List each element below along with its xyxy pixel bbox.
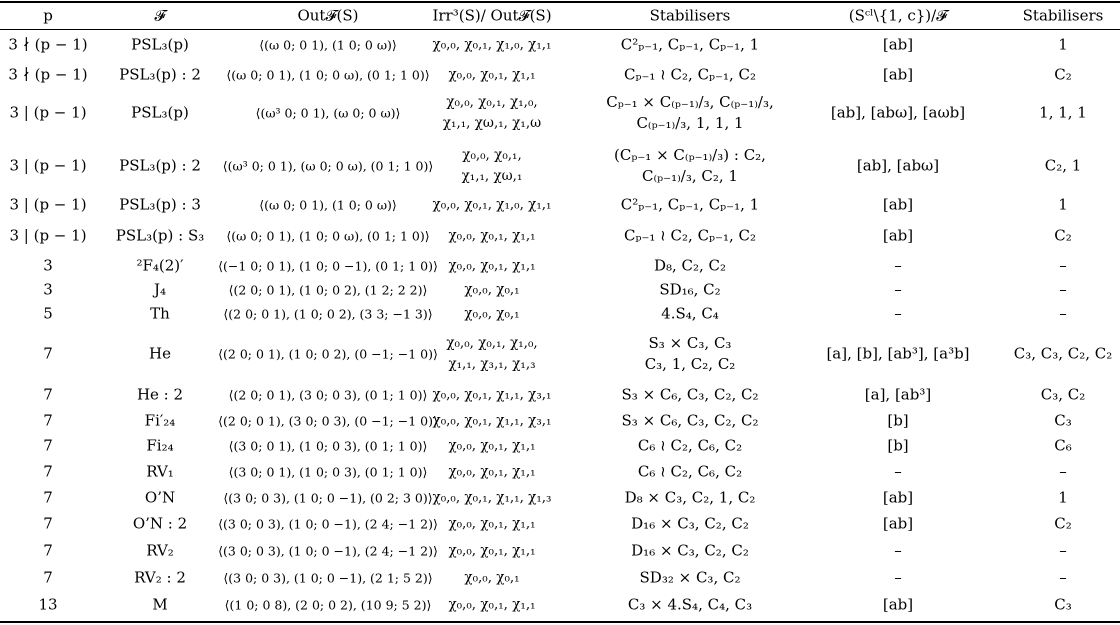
cell-col-out: ⟨(ω 0; 0 1), (1 0; 0 ω), (0 1; 1 0)⟩ xyxy=(226,67,430,83)
cell-col-orbit-stabilisers: 1 xyxy=(1058,195,1068,214)
cell-col-p: 7 xyxy=(43,344,53,363)
cell-col-orbits: [b] xyxy=(887,411,909,430)
header-col-orbits: (Sᶜˡ\{1, c})/𝓕 xyxy=(848,6,948,25)
cell-col-stabilisers: D₈ × C₃, C₂, 1, C₂ xyxy=(624,488,756,507)
cell-col-orbits: – xyxy=(894,541,902,560)
cell-col-p: 7 xyxy=(43,488,53,507)
cell-col-p: 3 xyxy=(43,280,53,299)
cell-col-out: ⟨(3 0; 0 3), (1 0; 0 −1), (0 2; 3 0)⟩ xyxy=(223,490,433,506)
cell-col-irr: χ₀,₀, χ₀,₁ xyxy=(464,281,520,298)
cell-col-fusion-system: ²F₄(2)′ xyxy=(136,256,184,275)
cell-col-orbit-stabilisers: 1 xyxy=(1058,488,1068,507)
cell-col-irr: χ₀,₀, χ₀,₁, χ₁,₀, χ₁,₁ xyxy=(432,36,552,53)
cell-col-p: 7 xyxy=(43,568,53,587)
header-col-orbit-stabilisers: Stabilisers xyxy=(1022,6,1104,25)
cell-col-stabilisers: (Cₚ₋₁ × C₍ₚ₋₁₎/₃) : C₂, C₍ₚ₋₁₎/₃, C₂, 1 xyxy=(614,146,766,185)
cell-col-stabilisers: S₃ × C₆, C₃, C₂, C₂ xyxy=(621,385,759,404)
header-rule xyxy=(0,29,1120,30)
cell-col-out: ⟨(ω³ 0; 0 1), (ω 0; 0 ω)⟩ xyxy=(255,105,401,121)
cell-col-orbits: – xyxy=(894,304,902,323)
cell-col-orbits: [ab], [abω], [aωb] xyxy=(830,103,966,122)
cell-col-stabilisers: C₃ × 4.S₄, C₄, C₃ xyxy=(627,595,753,614)
cell-col-orbits: [ab], [abω] xyxy=(856,156,940,175)
cell-col-stabilisers: S₃ × C₆, C₃, C₂, C₂ xyxy=(621,411,759,430)
cell-col-out: ⟨(ω 0; 0 1), (1 0; 0 ω)⟩ xyxy=(259,197,397,213)
header-col-fusion-system: 𝓕 xyxy=(154,6,166,25)
cell-col-fusion-system: PSL₃(p) xyxy=(131,35,189,54)
cell-col-irr: χ₀,₀, χ₀,₁, χ₁,₁ xyxy=(448,66,536,83)
cell-col-irr: χ₀,₀, χ₀,₁, χ₁,₀, χ₁,₁, χ₃,₁, χ₁,₃ xyxy=(446,335,538,372)
cell-col-stabilisers: S₃ × C₃, C₃ C₃, 1, C₂, C₂ xyxy=(644,334,736,373)
cell-col-p: 3 | (p − 1) xyxy=(9,226,87,245)
cell-col-irr: χ₀,₀, χ₀,₁, χ₁,₁ xyxy=(448,596,536,613)
cell-col-orbits: – xyxy=(894,280,902,299)
cell-col-out: ⟨(2 0; 0 1), (3 0; 0 3), (0 1; 1 0)⟩ xyxy=(228,387,428,403)
cell-col-fusion-system: PSL₃(p) : S₃ xyxy=(115,226,205,245)
cell-col-fusion-system: Th xyxy=(150,304,170,323)
cell-col-orbits: – xyxy=(894,568,902,587)
cell-col-orbit-stabilisers: C₂ xyxy=(1054,226,1072,245)
cell-col-orbits: [ab] xyxy=(882,595,914,614)
cell-col-stabilisers: SD₃₂ × C₃, C₂ xyxy=(639,568,741,587)
cell-col-p: 7 xyxy=(43,541,53,560)
cell-col-orbits: [ab] xyxy=(882,514,914,533)
cell-col-irr: χ₀,₀, χ₀,₁, χ₁,₁ xyxy=(448,463,536,480)
cell-col-fusion-system: PSL₃(p) : 2 xyxy=(119,156,201,175)
cell-col-irr: χ₀,₀, χ₀,₁, χ₁,₁, χ₃,₁ xyxy=(432,386,552,403)
cell-col-orbit-stabilisers: – xyxy=(1059,280,1067,299)
cell-col-out: ⟨(2 0; 0 1), (3 0; 0 3), (0 −1; −1 0)⟩ xyxy=(218,413,438,429)
cell-col-orbit-stabilisers: C₆ xyxy=(1054,436,1072,455)
cell-col-orbit-stabilisers: 1 xyxy=(1058,35,1068,54)
cell-col-p: 5 xyxy=(43,304,53,323)
cell-col-irr: χ₀,₀, χ₀,₁, χ₁,₀, χ₁,₁, χω,₁, χ₁,ω xyxy=(442,94,542,131)
cell-col-out: ⟨(2 0; 0 1), (1 0; 0 2), (0 −1; −1 0)⟩ xyxy=(218,346,438,362)
cell-col-out: ⟨(3 0; 0 1), (1 0; 0 3), (0 1; 1 0)⟩ xyxy=(228,438,428,454)
cell-col-orbits: [a], [ab³] xyxy=(864,385,932,404)
cell-col-stabilisers: C₆ ≀ C₂, C₆, C₂ xyxy=(637,436,743,455)
cell-col-orbit-stabilisers: 1, 1, 1 xyxy=(1039,103,1087,122)
cell-col-irr: χ₀,₀, χ₀,₁ xyxy=(464,305,520,322)
cell-col-irr: χ₀,₀, χ₀,₁, χ₁,₁, χω,₁ xyxy=(461,147,523,184)
cell-col-p: 3 | (p − 1) xyxy=(9,156,87,175)
cell-col-orbit-stabilisers: – xyxy=(1059,256,1067,275)
cell-col-orbit-stabilisers: C₃ xyxy=(1054,411,1072,430)
cell-col-irr: χ₀,₀, χ₀,₁, χ₁,₁ xyxy=(448,515,536,532)
cell-col-orbits: – xyxy=(894,256,902,275)
cell-col-irr: χ₀,₀, χ₀,₁, χ₁,₁ xyxy=(448,257,536,274)
cell-col-irr: χ₀,₀, χ₀,₁, χ₁,₁ xyxy=(448,437,536,454)
cell-col-stabilisers: SD₁₆, C₂ xyxy=(659,280,721,299)
cell-col-out: ⟨(3 0; 0 3), (1 0; 0 −1), (2 4; −1 2)⟩ xyxy=(218,516,438,532)
cell-col-orbit-stabilisers: – xyxy=(1059,462,1067,481)
cell-col-stabilisers: Cₚ₋₁ ≀ C₂, Cₚ₋₁, C₂ xyxy=(623,65,757,84)
cell-col-orbits: [a], [b], [ab³], [a³b] xyxy=(826,344,970,363)
cell-col-fusion-system: J₄ xyxy=(153,280,167,299)
cell-col-orbits: [ab] xyxy=(882,35,914,54)
cell-col-out: ⟨(ω 0; 0 1), (1 0; 0 ω)⟩ xyxy=(259,37,397,53)
header-col-out: Out𝓕(S) xyxy=(297,6,359,25)
cell-col-orbit-stabilisers: – xyxy=(1059,304,1067,323)
cell-col-fusion-system: M xyxy=(152,595,168,614)
cell-col-out: ⟨(3 0; 0 3), (1 0; 0 −1), (2 4; −1 2)⟩ xyxy=(218,543,438,559)
cell-col-fusion-system: O’N xyxy=(144,488,176,507)
cell-col-orbits: [ab] xyxy=(882,226,914,245)
cell-col-p: 3 ∤ (p − 1) xyxy=(8,35,88,54)
cell-col-p: 3 | (p − 1) xyxy=(9,103,87,122)
cell-col-out: ⟨(3 0; 0 3), (1 0; 0 −1), (2 1; 5 2)⟩ xyxy=(223,570,433,586)
cell-col-out: ⟨(3 0; 0 1), (1 0; 0 3), (0 1; 1 0)⟩ xyxy=(228,464,428,480)
cell-col-stabilisers: D₁₆ × C₃, C₂, C₂ xyxy=(631,541,749,560)
cell-col-p: 7 xyxy=(43,411,53,430)
cell-col-orbit-stabilisers: – xyxy=(1059,568,1067,587)
cell-col-p: 3 | (p − 1) xyxy=(9,195,87,214)
cell-col-orbits: – xyxy=(894,462,902,481)
cell-col-out: ⟨(1 0; 0 8), (2 0; 0 2), (10 9; 5 2)⟩ xyxy=(224,597,432,613)
cell-col-stabilisers: C₆ ≀ C₂, C₆, C₂ xyxy=(637,462,743,481)
cell-col-out: ⟨(ω 0; 0 1), (1 0; 0 ω), (0 1; 1 0)⟩ xyxy=(226,228,430,244)
cell-col-irr: χ₀,₀, χ₀,₁ xyxy=(464,569,520,586)
cell-col-orbits: [b] xyxy=(887,436,909,455)
cell-col-orbit-stabilisers: C₂ xyxy=(1054,514,1072,533)
cell-col-fusion-system: O’N : 2 xyxy=(132,514,188,533)
cell-col-irr: χ₀,₀, χ₀,₁, χ₁,₁ xyxy=(448,227,536,244)
header-col-irr: Irr³(S)/ Out𝓕(S) xyxy=(432,6,552,25)
cell-col-stabilisers: 4.S₄, C₄ xyxy=(661,304,719,323)
cell-col-orbits: [ab] xyxy=(882,488,914,507)
cell-col-irr: χ₀,₀, χ₀,₁, χ₁,₁, χ₃,₁ xyxy=(432,412,552,429)
cell-col-orbit-stabilisers: C₂ xyxy=(1054,65,1072,84)
cell-col-p: 7 xyxy=(43,462,53,481)
cell-col-stabilisers: C²ₚ₋₁, Cₚ₋₁, Cₚ₋₁, 1 xyxy=(620,195,760,214)
cell-col-fusion-system: Fi′₂₄ xyxy=(144,411,176,430)
cell-col-stabilisers: C²ₚ₋₁, Cₚ₋₁, Cₚ₋₁, 1 xyxy=(620,35,760,54)
cell-col-stabilisers: D₈, C₂, C₂ xyxy=(653,256,727,275)
cell-col-orbit-stabilisers: – xyxy=(1059,541,1067,560)
cell-col-fusion-system: He : 2 xyxy=(136,385,184,404)
header-col-stabilisers: Stabilisers xyxy=(649,6,731,25)
bottom-rule xyxy=(0,621,1120,623)
cell-col-p: 7 xyxy=(43,436,53,455)
cell-col-out: ⟨(ω³ 0; 0 1), (ω 0; 0 ω), (0 1; 1 0)⟩ xyxy=(222,158,434,174)
cell-col-p: 3 ∤ (p − 1) xyxy=(8,65,88,84)
header-col-p: p xyxy=(43,6,53,25)
cell-col-p: 3 xyxy=(43,256,53,275)
cell-col-fusion-system: Fi₂₄ xyxy=(146,436,174,455)
cell-col-fusion-system: RV₂ xyxy=(146,541,174,560)
cell-col-orbit-stabilisers: C₃ xyxy=(1054,595,1072,614)
cell-col-p: 13 xyxy=(38,595,58,614)
cell-col-fusion-system: RV₁ xyxy=(146,462,174,481)
cell-col-fusion-system: He xyxy=(149,344,171,363)
cell-col-fusion-system: RV₂ : 2 xyxy=(134,568,186,587)
cell-col-out: ⟨(−1 0; 0 1), (1 0; 0 −1), (0 1; 1 0)⟩ xyxy=(218,258,438,274)
cell-col-irr: χ₀,₀, χ₀,₁, χ₁,₀, χ₁,₁ xyxy=(432,196,552,213)
cell-col-orbit-stabilisers: C₂, 1 xyxy=(1044,156,1082,175)
cell-col-fusion-system: PSL₃(p) xyxy=(131,103,189,122)
top-rule xyxy=(0,1,1120,3)
cell-col-orbit-stabilisers: C₃, C₂ xyxy=(1040,385,1086,404)
cell-col-fusion-system: PSL₃(p) : 2 xyxy=(119,65,201,84)
cell-col-p: 7 xyxy=(43,514,53,533)
cell-col-fusion-system: PSL₃(p) : 3 xyxy=(119,195,201,214)
cell-col-out: ⟨(2 0; 0 1), (1 0; 0 2), (3 3; −1 3)⟩ xyxy=(223,306,433,322)
cell-col-orbits: [ab] xyxy=(882,195,914,214)
cell-col-stabilisers: D₁₆ × C₃, C₂, C₂ xyxy=(631,514,749,533)
cell-col-stabilisers: Cₚ₋₁ ≀ C₂, Cₚ₋₁, C₂ xyxy=(623,226,757,245)
cell-col-orbits: [ab] xyxy=(882,65,914,84)
cell-col-irr: χ₀,₀, χ₀,₁, χ₁,₁ xyxy=(448,542,536,559)
cell-col-p: 7 xyxy=(43,385,53,404)
cell-col-orbit-stabilisers: C₃, C₃, C₂, C₂ xyxy=(1013,344,1113,363)
cell-col-out: ⟨(2 0; 0 1), (1 0; 0 2), (1 2; 2 2)⟩ xyxy=(228,282,428,298)
cell-col-stabilisers: Cₚ₋₁ × C₍ₚ₋₁₎/₃, C₍ₚ₋₁₎/₃, C₍ₚ₋₁₎/₃, 1, 1, 1 xyxy=(606,93,774,132)
cell-col-irr: χ₀,₀, χ₀,₁, χ₁,₁, χ₁,₃ xyxy=(432,489,552,506)
